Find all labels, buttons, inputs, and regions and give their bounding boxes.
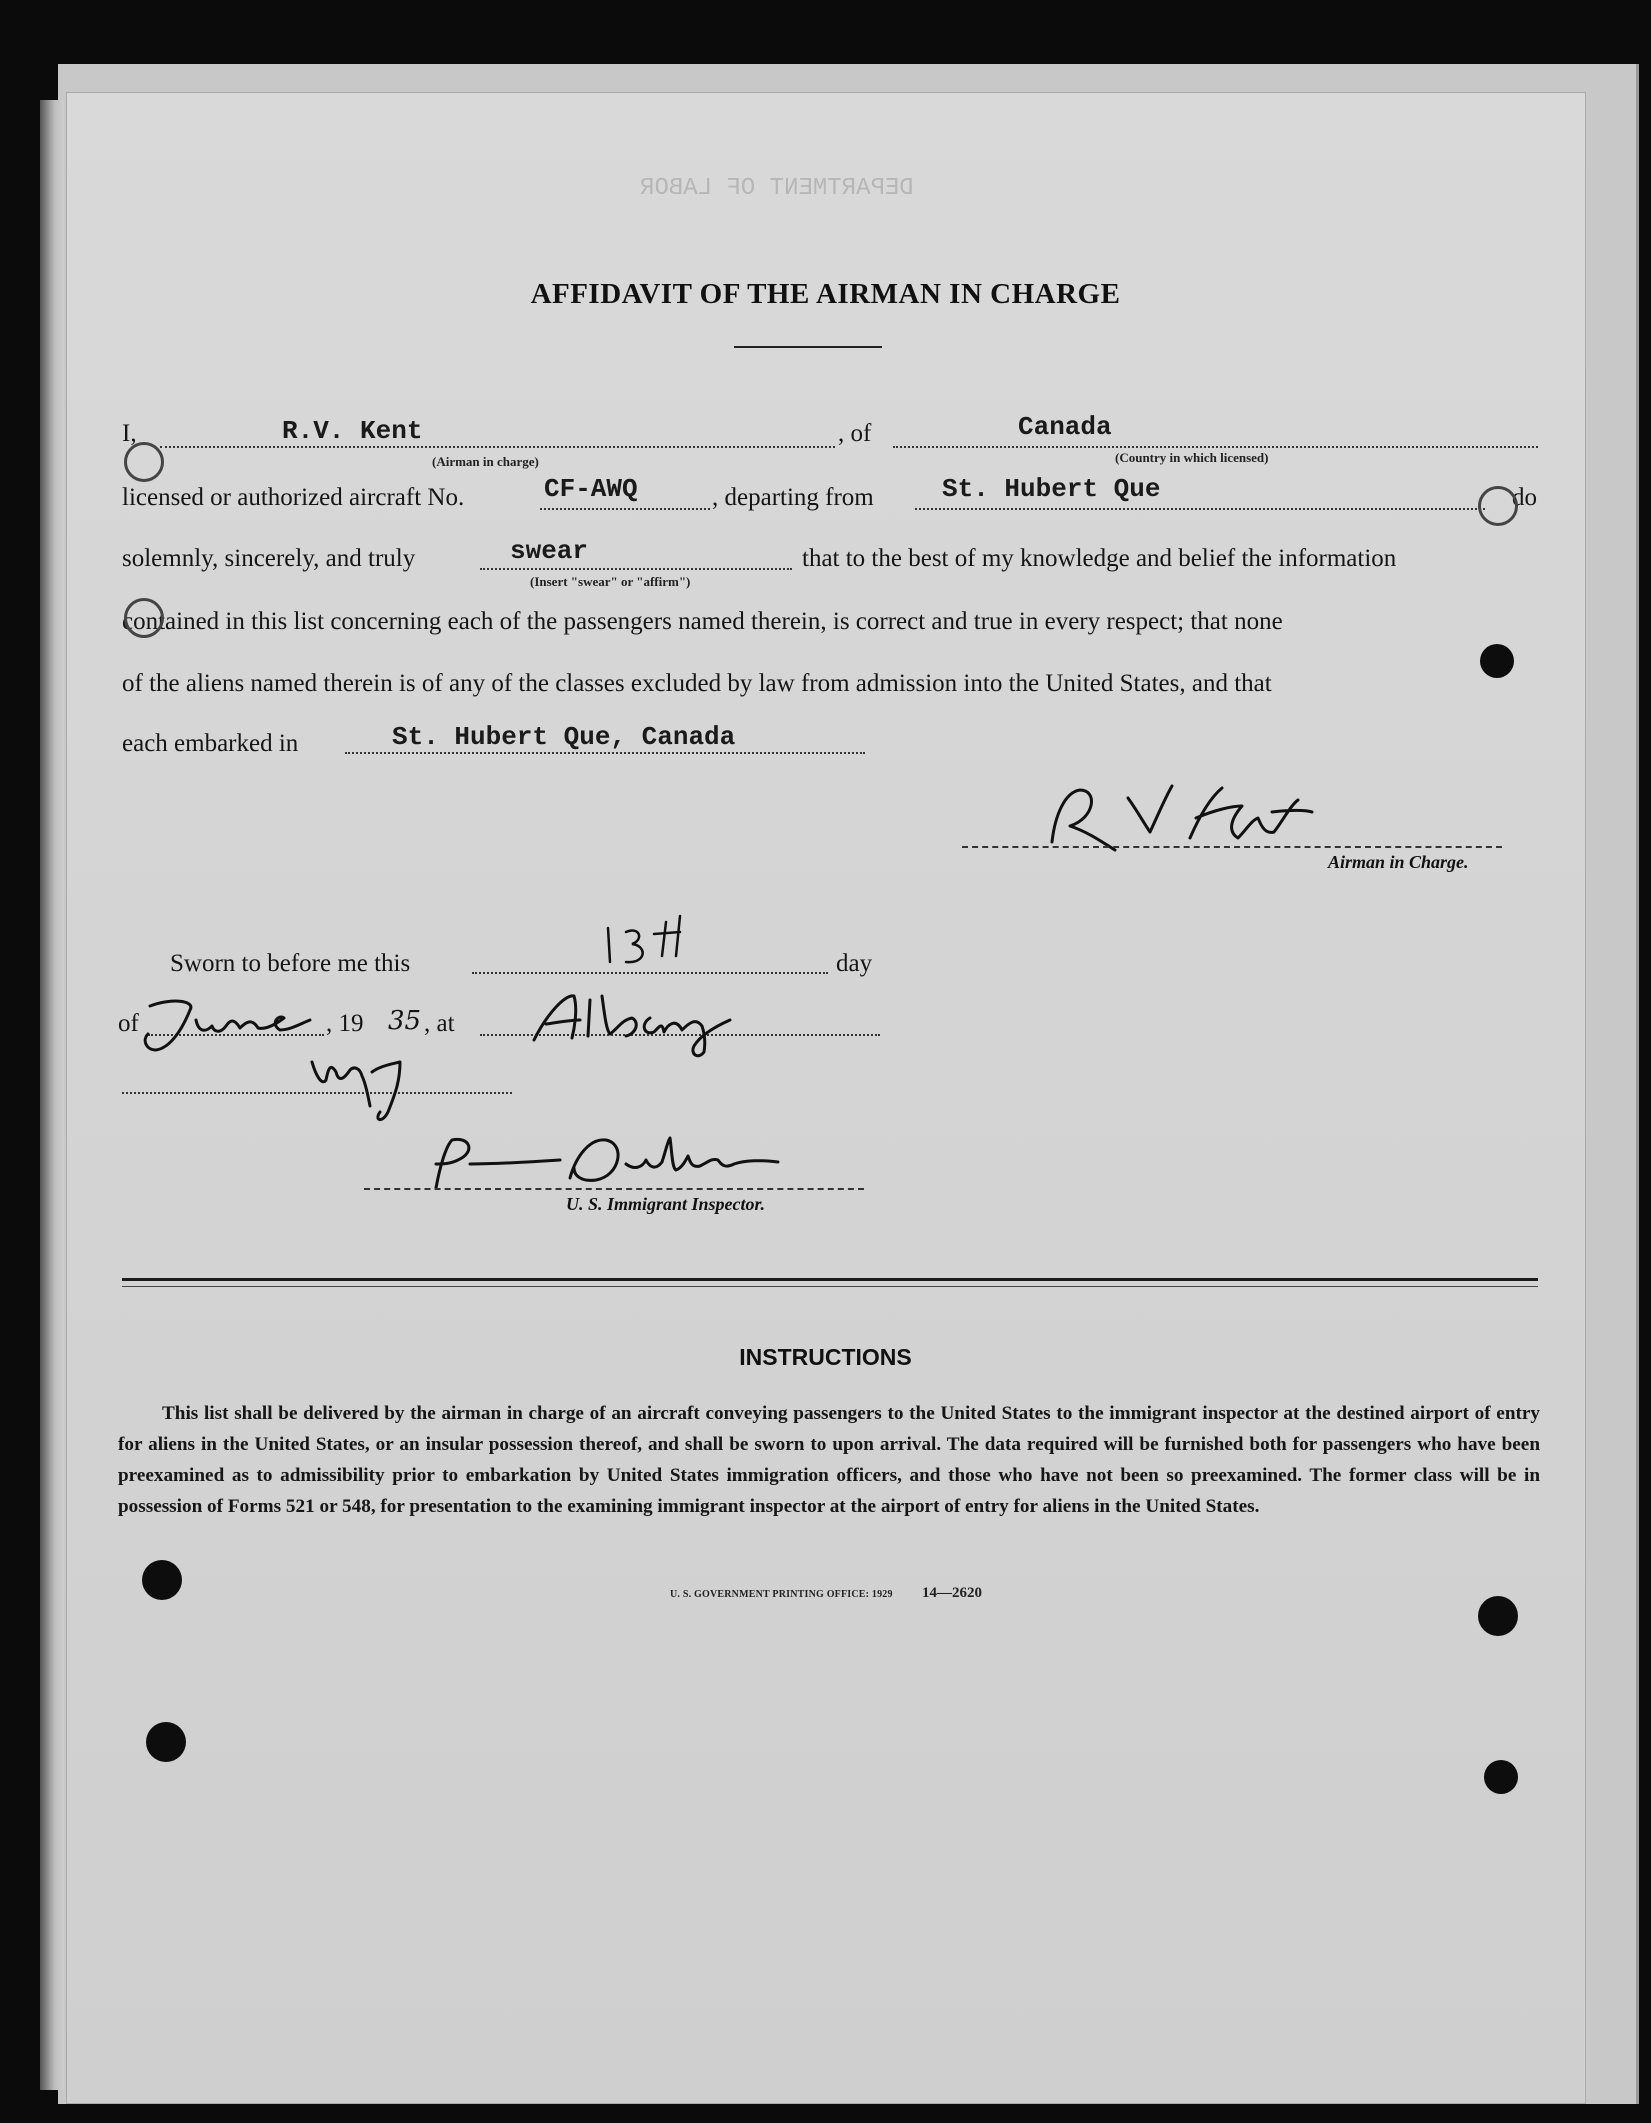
belief-text: that to the best of my knowledge and belief the information [802, 545, 1397, 572]
instructions-body: This list shall be delivered by the airman in charge of an aircraft conveying passengers to the United States to the immigrant inspector at the destined airport of entry for aliens in the United States, or an insular possession thereof, and shall be sworn to upon arrival. The data required will be furnished both for passengers who have been preexamined as to admissibility prior to embarkation by United States immigration officers, and those who have not been so preexamined. The former class will be in possession of Forms 521 or 548, for presentation to the examining immigrant inspector at the airport of entry for aliens in the United States. [118, 1403, 1540, 1517]
day-label: day [836, 950, 873, 977]
punch-hole [142, 1560, 182, 1600]
of-label: , of [838, 420, 872, 447]
aliens-text: of the aliens named therein is of any of the classes excluded by law from admission into the United States, and that [122, 670, 1272, 697]
do-label: do [1512, 484, 1537, 511]
oath-value: swear [510, 536, 589, 566]
year-value: 35 [388, 1006, 422, 1036]
airman-caption: (Airman in charge) [432, 454, 539, 469]
of-month-label: of [118, 1010, 139, 1037]
punch-hole [1478, 1596, 1518, 1636]
punch-hole [124, 442, 164, 482]
year-prefix: , 19 [326, 1010, 364, 1037]
bleed-through: DEPARTMENT OF LABOR [640, 175, 914, 202]
printer-imprint: U. S. GOVERNMENT PRINTING OFFICE: 1929 [670, 1589, 893, 1600]
contained-text: contained in this list concerning each of the passengers named therein, is correct and true in every respect; that none [122, 608, 1283, 635]
inspector-signature-line [364, 1188, 864, 1190]
oath-caption: (Insert "swear" or "affirm") [530, 574, 691, 589]
country-value: Canada [1018, 412, 1112, 442]
page-title: AFFIDAVIT OF THE AIRMAN IN CHARGE [530, 278, 1121, 310]
instructions-title: INSTRUCTIONS [739, 1344, 912, 1370]
i-prefix: I, [122, 420, 137, 447]
punch-hole [1480, 644, 1514, 678]
punch-hole [124, 598, 164, 638]
country-caption: (Country in which licensed) [1115, 450, 1269, 465]
at-label: , at [424, 1010, 455, 1037]
solemnly-label: solemnly, sincerely, and truly [122, 545, 416, 572]
sworn-prefix: Sworn to before me this [170, 950, 411, 977]
aircraft-no-value: CF-AWQ [544, 474, 638, 504]
section-divider-thin [122, 1286, 1538, 1287]
punch-hole [146, 1722, 186, 1762]
airman-name-value: R.V. Kent [282, 416, 423, 446]
punch-hole [1478, 486, 1518, 526]
punch-hole [1484, 1760, 1518, 1794]
embarked-label: each embarked in [122, 730, 299, 757]
section-divider [122, 1278, 1538, 1281]
airman-signature-caption: Airman in Charge. [1328, 852, 1469, 872]
departing-value: St. Hubert Que [942, 474, 1161, 504]
licensed-label: licensed or authorized aircraft No. [122, 484, 465, 511]
inspector-signature-caption: U. S. Immigrant Inspector. [566, 1194, 766, 1214]
embarked-value: St. Hubert Que, Canada [392, 722, 736, 752]
form-number: 14—2620 [922, 1585, 982, 1601]
departing-label: , departing from [712, 484, 874, 511]
